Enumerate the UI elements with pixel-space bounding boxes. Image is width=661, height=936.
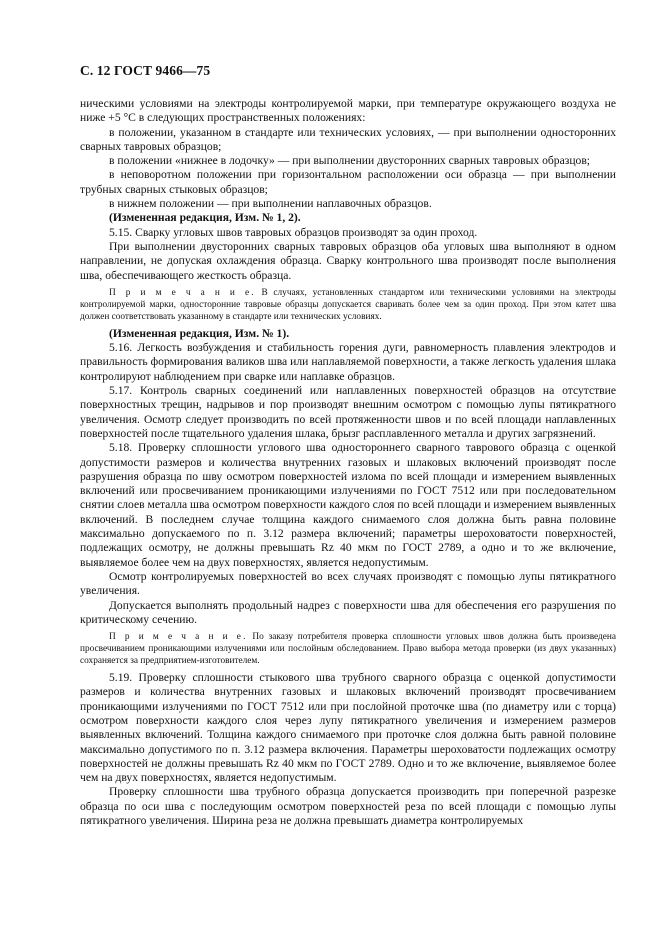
- clause-5-19: 5.19. Проверку сплошности стыкового шва трубного сварного образца с оценкой допустимости размеров и количества внутренних газовых и шлаковых включений производят просвечиванием проникающими излучениями по ГОСТ 7512 или при послойной проточке шва (по диаметру или с торца) осмотром поверхности каждого слоя через лупу пятикратного увеличения и измерением размеров выявленных включений. Толщина каждого снимаемого при проточке слоя должна быть равной половине максимально допустимого по п. 3.12 размера включения. Параметры шероховатости подлежащих осмотру поверхностей не должны превышать Rz 40 мкм по ГОСТ 2789. Одно и то же включение, выявляемое более чем на двух поверхностях, является недопустимым.: [80, 671, 616, 785]
- page-header: С. 12 ГОСТ 9466—75: [80, 63, 211, 78]
- amendment-note-1: (Измененная редакция, Изм. № 1, 2).: [109, 211, 301, 225]
- clause-5-15: 5.15. Сварку угловых швов тавровых образцов производят за один проход.: [109, 225, 478, 239]
- note-2: [80, 631, 616, 667]
- paragraph-cross-cut: Проверку сплошности шва трубного образца допускается производить при поперечной разрезке образца по оси шва с последующим осмотром поверхностей реза по всей площади с помощью лупы пятикратного увеличения. Ширина реза не должна превышать диаметра контролируемых: [80, 785, 616, 828]
- note-1: [80, 287, 616, 323]
- paragraph-position-2: в положении «нижнее в лодочку» — при выполнении двусторонних сварных тавровых образцов;: [109, 154, 591, 168]
- clause-5-16: 5.16. Легкость возбуждения и стабильность горения дуги, равномерность плавления электродов и правильность формирования валиков шва или наплавляемой поверхности, а также легкость удаления шлака контролируют наблюдением при сварке или наплавке образцов.: [80, 341, 616, 383]
- paragraph-inspection: Осмотр контролируемых поверхностей во всех случаях производят с помощью лупы пятикратного увеличения.: [80, 569, 616, 598]
- note-2-label: П р и м е ч а н и е.: [109, 632, 248, 643]
- clause-5-17: 5.17. Контроль сварных соединений или наплавленных поверхностей образцов на отсутствие поверхностных трещин, надрывов и пор производят внешним осмотром с помощью лупы пятикратного увеличения. Осмотр следует производить по всей протяженности швов и по всей площади наплавленных поверхностей после тщательного удаления шлака, брызг расплавленного металла и других загрязнений.: [80, 384, 616, 440]
- clause-5-18: 5.18. Проверку сплошности углового шва одностороннего сварного таврового образца с оценкой допустимости размеров и количества внутренних газовых и шлаковых включений производят после разрушения образца по шву осмотром поверхностей излома по всей площади и измерением выявленных включений или просвечиванием проникающими излучениями по ГОСТ 7512 или при последовательном снятии слоев металла шва осмотром поверхности каждого слоя по всей площади и измерением выявленных включений. В последнем случае толщина каждого снимаемого слоя должна быть равна половине максимально допускаемого по п. 3.12 размера включений; параметры шероховатости поверхностей, подлежащих осмотру, не должны превышать Rz 40 мкм по ГОСТ 2789, а одно и то же включение, выявляемое более чем на двух поверхностях, является недопустимым.: [80, 441, 616, 569]
- note-2-text: По заказу потребителя проверка сплошности угловых швов должна быть произведена просвечиванием проникающими излучениями или послойным обследованием. Право выбора метода проверки (из двух указанных) сохраняется за предприятием-изготовителем.: [80, 632, 617, 667]
- note-1-text: В случаях, установленных стандартом или техническими условиями на электроды контролируемой марки, односторонние тавровые образцы допускается сваривать более чем за один проход. При этом катет шва должен соответствовать указанному в стандарте или технических условиях.: [80, 287, 616, 322]
- paragraph-position-1: в положении, указанном в стандарте или технических условиях, — при выполнении односторонних сварных тавровых образцов;: [80, 125, 616, 153]
- note-1-label: П р и м е ч а н и е.: [109, 287, 256, 298]
- paragraph-notch: Допускается выполнять продольный надрез с поверхности шва для обеспечения его разрушения по критическому сечению.: [80, 598, 616, 626]
- paragraph-double-sided: При выполнении двусторонних сварных тавровых образцов оба угловых шва выполняют в одном направлении, не допуская охлаждения образца. Сварку контрольного шва производят после выполнения шва, обеспечивающего жесткость образца.: [80, 239, 616, 282]
- amendment-note-2: (Измененная редакция, Изм. № 1).: [109, 326, 290, 340]
- paragraph-position-4: в нижнем положении — при выполнении наплавочных образцов.: [109, 197, 432, 211]
- document-body: [80, 97, 616, 828]
- paragraph-continued: ническими условиями на электроды контролируемой марки, при температуре окружающего воздуха не ниже +5 °С в следующих пространственных положениях:: [80, 97, 616, 125]
- paragraph-position-3: в неповоротном положении при горизонтальном расположении оси образца — при выполнении трубных сварных стыковых образцов;: [80, 168, 616, 196]
